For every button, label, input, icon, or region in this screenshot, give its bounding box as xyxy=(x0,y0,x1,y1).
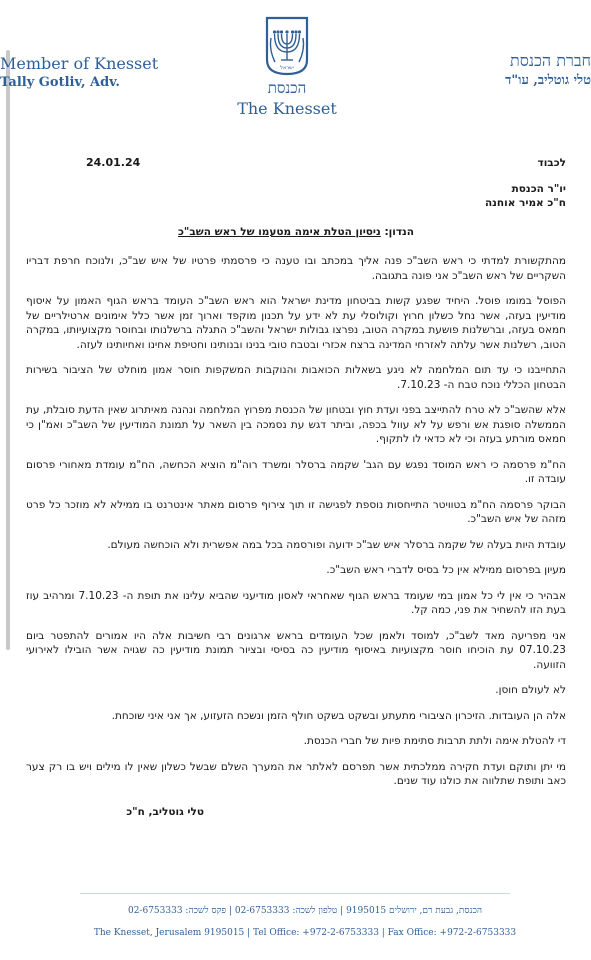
knesset-name-hebrew: הכנסת xyxy=(267,79,307,97)
paragraph: אלא שהשב"כ לא טרח להתייצב בפני ועדת חוץ ובטחון של הכנסת מפרוץ המלחמה ונהנה מאיתרוג שאין הדעת סובלת, עת הממשלה סופגת אש ורפש על לא עוול בכפה, וביתר דגש עת נסמכה בין השאר על תמונת המודיעין של השב"כ ואמ"ן כי חמאס מורתע בעזה וכי לא כדאי לו לתקוף. xyxy=(26,404,566,445)
paragraph: הח"מ פרסמה כי ראש המוסד נפגש עם הגב' שקמה ברסלר ומשרד רוה"מ הוציא הכחשה, הח"מ עומדת מאחורי פרסום עובדה זו. xyxy=(26,458,566,485)
paragraph: אבהיר כי אין לי כל אמון במי שעומד בראש הגוף שאחראי לאסון מודיעני שהביא עלינו את תופת ה- 7.10.23 ומרהיב עוז בעת הזו להשחיר את פני, כמה קל. xyxy=(26,589,566,616)
paragraph: מעיון בפרסום ממילא אין כל בסיס לדברי ראש השב"כ. xyxy=(326,564,566,576)
knesset-wordmark xyxy=(220,78,354,120)
paragraph: מהתקשורת למדתי כי ראש השב"כ פנה אליך במכתב ובו טענה כי פרסמתי פרטיו של איש שב"כ, ולנוכח חרפת דבריו השקריים של ראש השב"כ אני פונה בתגובה. xyxy=(26,255,566,282)
letterhead-english xyxy=(0,54,160,92)
footer-address-english: The Knesset, Jerusalem 9195015 | Tel Office: +972-2-6753333 | Fax Office: +972-2-6753333 xyxy=(93,928,517,938)
member-title-english: Member of Knesset xyxy=(0,54,159,73)
paragraph: די להטלת אימה ולתת תרבות סתימת פיות של חברי הכנסת. xyxy=(303,735,566,747)
letterhead-hebrew xyxy=(505,50,591,90)
knesset-emblem-icon xyxy=(265,16,309,76)
paragraph: הפוסל במומו פוסל. היחיד שפגע קשות בביטחון מדינת ישראל הוא ראש השב"כ העומד בראש הגוף האמון על איסוף מודיעין בעזה, אשר נחל כשלון חרוץ וקולוסלי עת לא ידע על תכנון מוקפד וארוך זמן אשר כלל אימונים ארטילריים של חמאס בעזה, וברשלנות פושעת במקרה הטוב, נפרצו גבולות ישראל והשב"כ התגלה ברשלנותו ובחוסר מקצועיותו, במקרה הטוב, רשלנות אשר עלתה לאזרחי המדינה ברצח אכזרי ובטבח טובי בנינו ובנותינו וחטיפת אחינו ואחיותינו לעזה. xyxy=(26,295,566,351)
footer-divider xyxy=(80,893,510,894)
paragraph: הבוקר פרסמה הח"מ בטוויטר התייחסות נוספת לפגישה זו תוך צירוף פרסום מאתר אינטרנט בו ממילא לא מוזכר כל פרט מזהה של איש השב"כ. xyxy=(26,498,566,525)
paragraph: התחייבנו כי עד תום המלחמה לא ניגע בשאלות הכואבות והנוקבות המשקפות חוסר אמון מוחלט של הציבור בשירות הבטחון הכללי נוכח טבח ה- 7.10.23. xyxy=(26,364,566,391)
paragraph: אני מפריעה מאד לשב"כ, למוסד ולאמן שכל העומדים בראש ארגונים רבי חשיבות אלה היו אמורים להתפטר ביום 07.10.23 עת הוכיחו חוסר מקצועיות באיסוף מודיעין כה בסיסי ובציור תמונת מודיעין כה שגויה אשר הובילו לאירועי הזוועה. xyxy=(26,629,566,671)
letter-body xyxy=(26,156,566,819)
knesset-name-english: The Knesset xyxy=(237,99,337,118)
paragraph: לא לעולם חוסן. xyxy=(495,684,566,696)
member-title-hebrew: חברת הכנסת xyxy=(510,51,591,70)
paragraph: אלה הן העובדות. הזיכרון הציבורי מתעתע ובשקט בשקט חולף הזמן ונשכח הזעזוע, אך אני איני שוכחת. xyxy=(111,709,566,722)
paragraph: עובדת היות בעלה של שקמה ברסלר איש שב"כ ידועה ופורסמה בכל במה אפשרית ולא הוכחשה מעולם. xyxy=(107,538,566,551)
member-name-english: Tally Gotliv, Adv. xyxy=(0,75,120,90)
addressee-salutation: לכבוד xyxy=(537,157,566,169)
addressee-name: ח"כ אמיר אוחנה xyxy=(484,197,566,209)
subject-label: הנדון: xyxy=(384,225,415,238)
addressee-block xyxy=(26,156,566,211)
signature: טלי גוטליב, ח"כ xyxy=(126,805,204,818)
letter-date: 24.01.24 xyxy=(86,156,141,169)
subject-text: ניסיון הטלת אימה מטעמו של ראש השב"כ xyxy=(177,225,381,238)
emblem-inner-text: ישראל xyxy=(280,65,294,71)
footer-address-hebrew: הכנסת, גבעת רם, ירושלים 9195015 | טלפון לשכה: 02-6753333 | פקס לשכה: 02-6753333 xyxy=(127,906,483,916)
vertical-scrollbar[interactable] xyxy=(6,50,10,650)
subject-line xyxy=(26,225,566,240)
paragraph: מי יתן ותוקם ועדת חקירה ממלכתית אשר תפרסם לאלתר את המערך השלם שבשל כשלון שאין לו מילים ויש בו רק צער כאב ותופת שתלווה את כולנו עוד שנים. xyxy=(26,760,566,787)
addressee-title: יו"ר הכנסת xyxy=(511,182,566,195)
member-name-hebrew: טלי גוטליב, עו"ד xyxy=(505,73,591,88)
